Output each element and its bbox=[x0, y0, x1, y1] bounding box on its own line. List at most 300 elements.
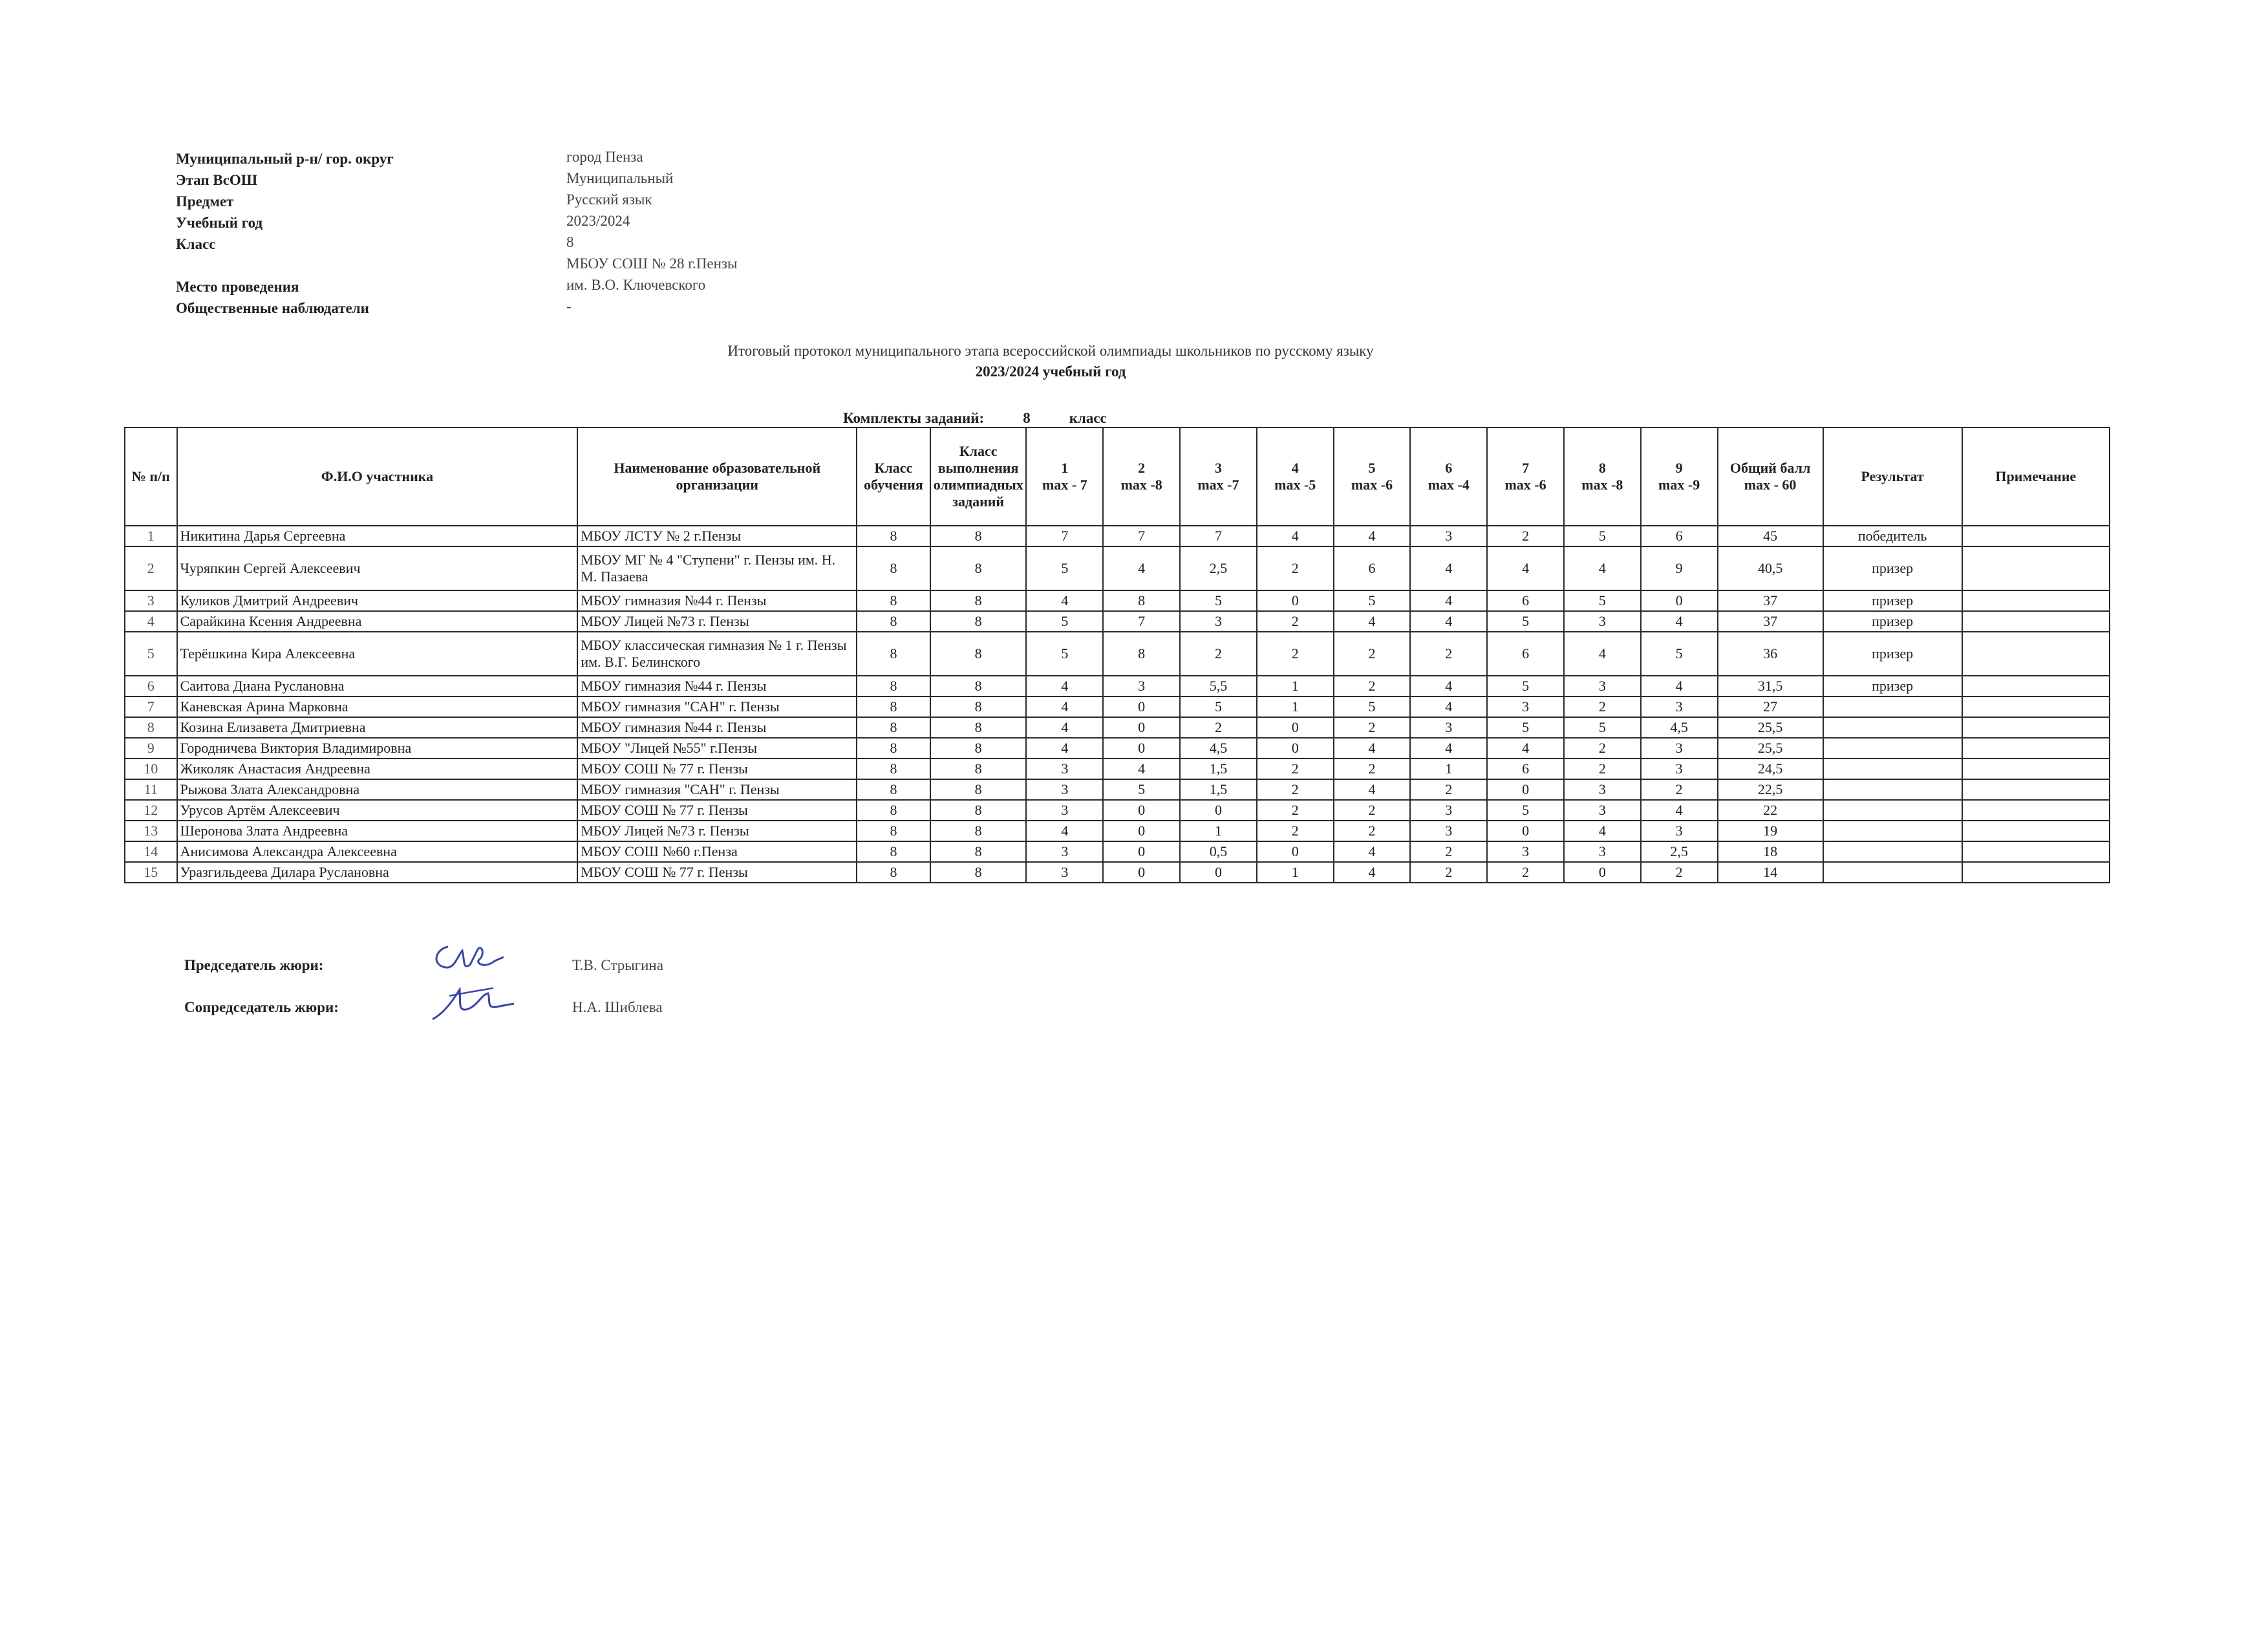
task-score-cell: 3 bbox=[1026, 759, 1103, 779]
task-score-cell: 4 bbox=[1487, 546, 1564, 590]
protocol-metadata bbox=[176, 147, 1016, 318]
school-cell: МБОУ гимназия №44 г. Пензы bbox=[577, 717, 857, 738]
meta-label: Место проведения bbox=[176, 279, 299, 295]
task-grade-cell: 8 bbox=[930, 696, 1027, 717]
total-score-cell: 37 bbox=[1718, 590, 1823, 611]
grade-cell: 8 bbox=[857, 738, 930, 759]
table-row bbox=[125, 759, 2110, 779]
task-score-cell: 4 bbox=[1564, 632, 1641, 676]
row-num-cell: 7 bbox=[125, 696, 177, 717]
task-score-cell: 6 bbox=[1487, 632, 1564, 676]
school-cell: МБОУ СОШ № 77 г. Пензы bbox=[577, 759, 857, 779]
note-cell bbox=[1962, 696, 2110, 717]
kits-label: Комплекты заданий: bbox=[843, 410, 985, 426]
meta-label: Общественные наблюдатели bbox=[176, 300, 369, 316]
grade-cell: 8 bbox=[857, 759, 930, 779]
task-score-cell: 2 bbox=[1641, 779, 1718, 800]
table-row bbox=[125, 590, 2110, 611]
task-score-cell: 2 bbox=[1410, 841, 1487, 862]
task-score-cell: 3 bbox=[1564, 779, 1641, 800]
grade-cell: 8 bbox=[857, 526, 930, 546]
row-num-cell: 9 bbox=[125, 738, 177, 759]
header-task-6: 6 max -4 bbox=[1410, 427, 1487, 526]
grade-cell: 8 bbox=[857, 590, 930, 611]
note-cell bbox=[1962, 632, 2110, 676]
task-score-cell: 2 bbox=[1334, 632, 1411, 676]
task-score-cell: 5 bbox=[1180, 696, 1257, 717]
task-score-cell: 3 bbox=[1026, 800, 1103, 821]
grade-cell: 8 bbox=[857, 717, 930, 738]
meta-row-district bbox=[176, 147, 1016, 169]
task-score-cell: 2 bbox=[1180, 632, 1257, 676]
task-score-cell: 4,5 bbox=[1180, 738, 1257, 759]
task-score-cell: 4 bbox=[1026, 696, 1103, 717]
task-score-cell: 3 bbox=[1564, 676, 1641, 696]
participant-name-cell: Чуряпкин Сергей Алексеевич bbox=[177, 546, 578, 590]
note-cell bbox=[1962, 611, 2110, 632]
school-cell: МБОУ гимназия №44 г. Пензы bbox=[577, 590, 857, 611]
venue-line-2: им. В.О. Ключевского bbox=[566, 277, 706, 293]
cochair-label: Сопредседатель жюри: bbox=[184, 999, 339, 1015]
task-score-cell: 4 bbox=[1103, 759, 1180, 779]
header-note: Примечание bbox=[1962, 427, 2110, 526]
result-cell bbox=[1823, 779, 1962, 800]
task-grade-cell: 8 bbox=[930, 862, 1027, 883]
task-score-cell: 5 bbox=[1026, 611, 1103, 632]
header-task-2: 2 max -8 bbox=[1103, 427, 1180, 526]
task-grade-cell: 8 bbox=[930, 546, 1027, 590]
task-score-cell: 2 bbox=[1334, 821, 1411, 841]
task-score-cell: 1 bbox=[1257, 696, 1334, 717]
participant-name-cell: Городничева Виктория Владимировна bbox=[177, 738, 578, 759]
total-score-cell: 22,5 bbox=[1718, 779, 1823, 800]
task-score-cell: 2 bbox=[1564, 738, 1641, 759]
total-score-cell: 27 bbox=[1718, 696, 1823, 717]
task-score-cell: 2 bbox=[1257, 632, 1334, 676]
task-score-cell: 6 bbox=[1334, 546, 1411, 590]
school-cell: МБОУ Лицей №73 г. Пензы bbox=[577, 821, 857, 841]
result-cell: победитель bbox=[1823, 526, 1962, 546]
kits-value: 8 bbox=[1023, 410, 1031, 426]
school-cell: МБОУ СОШ № 77 г. Пензы bbox=[577, 862, 857, 883]
meta-row-subject bbox=[176, 190, 1016, 211]
note-cell bbox=[1962, 821, 2110, 841]
table-row bbox=[125, 611, 2110, 632]
header-task-9: 9 max -9 bbox=[1641, 427, 1718, 526]
task-score-cell: 4 bbox=[1026, 821, 1103, 841]
chair-label: Председатель жюри: bbox=[184, 957, 324, 973]
table-row bbox=[125, 779, 2110, 800]
task-score-cell: 1 bbox=[1257, 862, 1334, 883]
table-row bbox=[125, 862, 2110, 883]
task-score-cell: 0 bbox=[1641, 590, 1718, 611]
participant-name-cell: Уразгильдеева Дилара Руслановна bbox=[177, 862, 578, 883]
header-school: Наименование образовательной организации bbox=[577, 427, 857, 526]
task-score-cell: 4 bbox=[1103, 546, 1180, 590]
task-score-cell: 5 bbox=[1564, 526, 1641, 546]
table-row bbox=[125, 821, 2110, 841]
total-score-cell: 25,5 bbox=[1718, 738, 1823, 759]
task-score-cell: 2 bbox=[1410, 632, 1487, 676]
task-grade-cell: 8 bbox=[930, 841, 1027, 862]
table-row bbox=[125, 800, 2110, 821]
note-cell bbox=[1962, 546, 2110, 590]
task-score-cell: 5 bbox=[1026, 632, 1103, 676]
task-score-cell: 2 bbox=[1180, 717, 1257, 738]
meta-row-year bbox=[176, 211, 1016, 233]
meta-row-observers bbox=[176, 297, 1016, 318]
participant-name-cell: Рыжова Злата Александровна bbox=[177, 779, 578, 800]
result-cell bbox=[1823, 738, 1962, 759]
total-score-cell: 37 bbox=[1718, 611, 1823, 632]
school-cell: МБОУ "Лицей №55" г.Пензы bbox=[577, 738, 857, 759]
meta-label: Класс bbox=[176, 236, 216, 252]
row-num-cell: 3 bbox=[125, 590, 177, 611]
row-num-cell: 14 bbox=[125, 841, 177, 862]
task-score-cell: 2 bbox=[1334, 759, 1411, 779]
task-score-cell: 9 bbox=[1641, 546, 1718, 590]
meta-row-venue bbox=[176, 254, 1016, 297]
cochair-name: Н.А. Шиблева bbox=[572, 999, 663, 1015]
task-score-cell: 7 bbox=[1180, 526, 1257, 546]
school-cell: МБОУ МГ № 4 "Ступени" г. Пензы им. Н. М. Пазаева bbox=[577, 546, 857, 590]
result-cell: призер bbox=[1823, 590, 1962, 611]
participant-name-cell: Куликов Дмитрий Андреевич bbox=[177, 590, 578, 611]
grade-cell: 8 bbox=[857, 546, 930, 590]
task-score-cell: 1 bbox=[1180, 821, 1257, 841]
participant-name-cell: Козина Елизавета Дмитриевна bbox=[177, 717, 578, 738]
row-num-cell: 10 bbox=[125, 759, 177, 779]
task-score-cell: 3 bbox=[1026, 779, 1103, 800]
task-score-cell: 2 bbox=[1410, 862, 1487, 883]
task-grade-cell: 8 bbox=[930, 611, 1027, 632]
task-score-cell: 0 bbox=[1103, 717, 1180, 738]
total-score-cell: 14 bbox=[1718, 862, 1823, 883]
note-cell bbox=[1962, 590, 2110, 611]
task-score-cell: 0 bbox=[1257, 841, 1334, 862]
header-result: Результат bbox=[1823, 427, 1962, 526]
note-cell bbox=[1962, 526, 2110, 546]
participant-name-cell: Сарайкина Ксения Андреевна bbox=[177, 611, 578, 632]
task-score-cell: 1 bbox=[1410, 759, 1487, 779]
task-score-cell: 2 bbox=[1257, 611, 1334, 632]
school-cell: МБОУ гимназия "САН" г. Пензы bbox=[577, 779, 857, 800]
grade-cell: 8 bbox=[857, 676, 930, 696]
meta-row-stage bbox=[176, 169, 1016, 190]
task-score-cell: 4 bbox=[1641, 800, 1718, 821]
result-cell: призер bbox=[1823, 676, 1962, 696]
task-score-cell: 8 bbox=[1103, 632, 1180, 676]
task-score-cell: 6 bbox=[1487, 759, 1564, 779]
task-score-cell: 4 bbox=[1564, 546, 1641, 590]
header-task-7: 7 max -6 bbox=[1487, 427, 1564, 526]
school-cell: МБОУ ЛСТУ № 2 г.Пензы bbox=[577, 526, 857, 546]
task-score-cell: 4 bbox=[1026, 676, 1103, 696]
task-score-cell: 0 bbox=[1103, 841, 1180, 862]
task-score-cell: 7 bbox=[1026, 526, 1103, 546]
header-grade: Класс обучения bbox=[857, 427, 930, 526]
grade-cell: 8 bbox=[857, 862, 930, 883]
task-score-cell: 5 bbox=[1180, 590, 1257, 611]
task-score-cell: 2 bbox=[1564, 696, 1641, 717]
task-score-cell: 4 bbox=[1410, 546, 1487, 590]
grade-cell: 8 bbox=[857, 632, 930, 676]
task-score-cell: 3 bbox=[1410, 800, 1487, 821]
task-grade-cell: 8 bbox=[930, 800, 1027, 821]
result-cell: призер bbox=[1823, 546, 1962, 590]
task-score-cell: 2 bbox=[1257, 546, 1334, 590]
total-score-cell: 40,5 bbox=[1718, 546, 1823, 590]
note-cell bbox=[1962, 862, 2110, 883]
table-header-row bbox=[125, 427, 2110, 526]
task-score-cell: 4 bbox=[1257, 526, 1334, 546]
task-score-cell: 4 bbox=[1641, 676, 1718, 696]
task-score-cell: 3 bbox=[1564, 841, 1641, 862]
row-num-cell: 11 bbox=[125, 779, 177, 800]
total-score-cell: 45 bbox=[1718, 526, 1823, 546]
task-score-cell: 4 bbox=[1334, 526, 1411, 546]
result-cell bbox=[1823, 696, 1962, 717]
task-score-cell: 3 bbox=[1180, 611, 1257, 632]
row-num-cell: 15 bbox=[125, 862, 177, 883]
task-score-cell: 1,5 bbox=[1180, 779, 1257, 800]
note-cell bbox=[1962, 759, 2110, 779]
task-score-cell: 0 bbox=[1257, 717, 1334, 738]
task-score-cell: 2 bbox=[1257, 759, 1334, 779]
header-task-4: 4 max -5 bbox=[1257, 427, 1334, 526]
total-score-cell: 25,5 bbox=[1718, 717, 1823, 738]
chair-name: Т.В. Стрыгина bbox=[572, 957, 663, 973]
task-score-cell: 3 bbox=[1410, 717, 1487, 738]
task-score-cell: 0 bbox=[1103, 738, 1180, 759]
note-cell bbox=[1962, 841, 2110, 862]
task-score-cell: 5 bbox=[1103, 779, 1180, 800]
results-body bbox=[125, 526, 2110, 883]
task-score-cell: 0 bbox=[1103, 821, 1180, 841]
task-score-cell: 2 bbox=[1257, 779, 1334, 800]
task-score-cell: 4 bbox=[1564, 821, 1641, 841]
protocol-title: Итоговый протокол муниципального этапа всероссийской олимпиады школьников по русскому языку bbox=[727, 343, 1374, 359]
meta-value: Русский язык bbox=[566, 191, 652, 208]
header-name: Ф.И.О участника bbox=[177, 427, 578, 526]
participant-name-cell: Жиколяк Анастасия Андреевна bbox=[177, 759, 578, 779]
meta-label: Учебный год bbox=[176, 215, 263, 231]
note-cell bbox=[1962, 717, 2110, 738]
task-score-cell: 0 bbox=[1564, 862, 1641, 883]
table-row bbox=[125, 717, 2110, 738]
row-num-cell: 6 bbox=[125, 676, 177, 696]
task-grade-cell: 8 bbox=[930, 717, 1027, 738]
participant-name-cell: Терёшкина Кира Алексеевна bbox=[177, 632, 578, 676]
task-score-cell: 0 bbox=[1103, 800, 1180, 821]
task-score-cell: 0 bbox=[1257, 738, 1334, 759]
task-grade-cell: 8 bbox=[930, 779, 1027, 800]
table-row bbox=[125, 546, 2110, 590]
chair-signature-line bbox=[184, 957, 323, 974]
task-score-cell: 3 bbox=[1564, 611, 1641, 632]
task-score-cell: 2 bbox=[1257, 821, 1334, 841]
meta-value: 8 bbox=[566, 234, 574, 250]
note-cell bbox=[1962, 779, 2110, 800]
total-score-cell: 18 bbox=[1718, 841, 1823, 862]
row-num-cell: 8 bbox=[125, 717, 177, 738]
row-num-cell: 12 bbox=[125, 800, 177, 821]
task-score-cell: 3 bbox=[1641, 696, 1718, 717]
participant-name-cell: Никитина Дарья Сергеевна bbox=[177, 526, 578, 546]
result-cell: призер bbox=[1823, 632, 1962, 676]
protocol-year: 2023/2024 учебный год bbox=[975, 363, 1126, 380]
task-score-cell: 4 bbox=[1334, 841, 1411, 862]
task-grade-cell: 8 bbox=[930, 676, 1027, 696]
task-score-cell: 2,5 bbox=[1641, 841, 1718, 862]
task-score-cell: 5 bbox=[1641, 632, 1718, 676]
task-score-cell: 2 bbox=[1564, 759, 1641, 779]
task-score-cell: 3 bbox=[1103, 676, 1180, 696]
task-grade-cell: 8 bbox=[930, 526, 1027, 546]
meta-label: Предмет bbox=[176, 193, 234, 210]
task-score-cell: 3 bbox=[1641, 738, 1718, 759]
task-score-cell: 3 bbox=[1410, 526, 1487, 546]
meta-value: город Пенза bbox=[566, 149, 643, 165]
task-score-cell: 4 bbox=[1410, 590, 1487, 611]
task-score-cell: 0 bbox=[1257, 590, 1334, 611]
table-row bbox=[125, 632, 2110, 676]
total-score-cell: 22 bbox=[1718, 800, 1823, 821]
task-grade-cell: 8 bbox=[930, 632, 1027, 676]
result-cell bbox=[1823, 862, 1962, 883]
task-score-cell: 4 bbox=[1026, 590, 1103, 611]
results-table bbox=[124, 427, 2110, 883]
note-cell bbox=[1962, 738, 2110, 759]
meta-row-grade bbox=[176, 233, 1016, 254]
header-num: № п/п bbox=[125, 427, 177, 526]
row-num-cell: 5 bbox=[125, 632, 177, 676]
task-score-cell: 4,5 bbox=[1641, 717, 1718, 738]
grade-cell: 8 bbox=[857, 841, 930, 862]
row-num-cell: 13 bbox=[125, 821, 177, 841]
task-score-cell: 0 bbox=[1180, 800, 1257, 821]
task-score-cell: 0 bbox=[1487, 821, 1564, 841]
task-score-cell: 5 bbox=[1334, 696, 1411, 717]
school-cell: МБОУ гимназия №44 г. Пензы bbox=[577, 676, 857, 696]
task-score-cell: 7 bbox=[1103, 526, 1180, 546]
grade-cell: 8 bbox=[857, 696, 930, 717]
task-score-cell: 2 bbox=[1257, 800, 1334, 821]
grade-cell: 8 bbox=[857, 779, 930, 800]
task-score-cell: 3 bbox=[1641, 759, 1718, 779]
task-score-cell: 5 bbox=[1026, 546, 1103, 590]
grade-cell: 8 bbox=[857, 611, 930, 632]
grade-cell: 8 bbox=[857, 800, 930, 821]
task-score-cell: 3 bbox=[1026, 862, 1103, 883]
task-score-cell: 1,5 bbox=[1180, 759, 1257, 779]
task-score-cell: 0,5 bbox=[1180, 841, 1257, 862]
task-score-cell: 4 bbox=[1026, 738, 1103, 759]
table-row bbox=[125, 696, 2110, 717]
result-cell: призер bbox=[1823, 611, 1962, 632]
task-score-cell: 4 bbox=[1334, 611, 1411, 632]
row-num-cell: 2 bbox=[125, 546, 177, 590]
task-score-cell: 4 bbox=[1641, 611, 1718, 632]
school-cell: МБОУ СОШ №60 г.Пенза bbox=[577, 841, 857, 862]
task-score-cell: 5 bbox=[1334, 590, 1411, 611]
school-cell: МБОУ классическая гимназия № 1 г. Пензы им. В.Г. Белинского bbox=[577, 632, 857, 676]
table-row bbox=[125, 841, 2110, 862]
task-score-cell: 6 bbox=[1641, 526, 1718, 546]
task-grade-cell: 8 bbox=[930, 738, 1027, 759]
total-score-cell: 19 bbox=[1718, 821, 1823, 841]
task-score-cell: 2 bbox=[1487, 526, 1564, 546]
school-cell: МБОУ гимназия "САН" г. Пензы bbox=[577, 696, 857, 717]
task-score-cell: 3 bbox=[1564, 800, 1641, 821]
result-cell bbox=[1823, 800, 1962, 821]
task-score-cell: 6 bbox=[1487, 590, 1564, 611]
school-cell: МБОУ Лицей №73 г. Пензы bbox=[577, 611, 857, 632]
result-cell bbox=[1823, 841, 1962, 862]
task-score-cell: 2 bbox=[1334, 676, 1411, 696]
task-score-cell: 4 bbox=[1410, 676, 1487, 696]
meta-value: - bbox=[566, 298, 572, 314]
task-score-cell: 4 bbox=[1026, 717, 1103, 738]
kits-suffix: класс bbox=[1069, 410, 1107, 426]
task-score-cell: 5 bbox=[1564, 717, 1641, 738]
total-score-cell: 36 bbox=[1718, 632, 1823, 676]
task-score-cell: 2,5 bbox=[1180, 546, 1257, 590]
task-score-cell: 4 bbox=[1410, 696, 1487, 717]
note-cell bbox=[1962, 800, 2110, 821]
task-grade-cell: 8 bbox=[930, 821, 1027, 841]
task-score-cell: 2 bbox=[1487, 862, 1564, 883]
participant-name-cell: Шеронова Злата Андреевна bbox=[177, 821, 578, 841]
result-cell bbox=[1823, 759, 1962, 779]
task-score-cell: 3 bbox=[1487, 696, 1564, 717]
meta-value: Муниципальный bbox=[566, 170, 674, 186]
task-score-cell: 4 bbox=[1334, 862, 1411, 883]
task-score-cell: 5 bbox=[1564, 590, 1641, 611]
row-num-cell: 4 bbox=[125, 611, 177, 632]
total-score-cell: 31,5 bbox=[1718, 676, 1823, 696]
meta-label: Этап ВсОШ bbox=[176, 172, 258, 188]
note-cell bbox=[1962, 676, 2110, 696]
task-score-cell: 4 bbox=[1334, 779, 1411, 800]
participant-name-cell: Каневская Арина Марковна bbox=[177, 696, 578, 717]
task-score-cell: 2 bbox=[1641, 862, 1718, 883]
task-score-cell: 7 bbox=[1103, 611, 1180, 632]
task-kits-line bbox=[843, 410, 1107, 427]
participant-name-cell: Саитова Диана Руслановна bbox=[177, 676, 578, 696]
result-cell bbox=[1823, 821, 1962, 841]
school-cell: МБОУ СОШ № 77 г. Пензы bbox=[577, 800, 857, 821]
grade-cell: 8 bbox=[857, 821, 930, 841]
participant-name-cell: Урусов Артём Алексеевич bbox=[177, 800, 578, 821]
meta-label: Муниципальный р-н/ гор. округ bbox=[176, 151, 394, 167]
table-row bbox=[125, 526, 2110, 546]
task-score-cell: 3 bbox=[1487, 841, 1564, 862]
task-score-cell: 2 bbox=[1334, 800, 1411, 821]
task-score-cell: 1 bbox=[1257, 676, 1334, 696]
header-task-1: 1 max - 7 bbox=[1026, 427, 1103, 526]
task-score-cell: 5 bbox=[1487, 717, 1564, 738]
meta-value: 2023/2024 bbox=[566, 213, 630, 229]
header-task-3: 3 max -7 bbox=[1180, 427, 1257, 526]
task-score-cell: 4 bbox=[1487, 738, 1564, 759]
task-score-cell: 4 bbox=[1410, 611, 1487, 632]
task-score-cell: 3 bbox=[1026, 841, 1103, 862]
table-row bbox=[125, 738, 2110, 759]
cochair-handwritten-signature bbox=[423, 976, 520, 1028]
task-score-cell: 3 bbox=[1641, 821, 1718, 841]
header-task-grade: Класс выполнения олимпиадных заданий bbox=[930, 427, 1027, 526]
